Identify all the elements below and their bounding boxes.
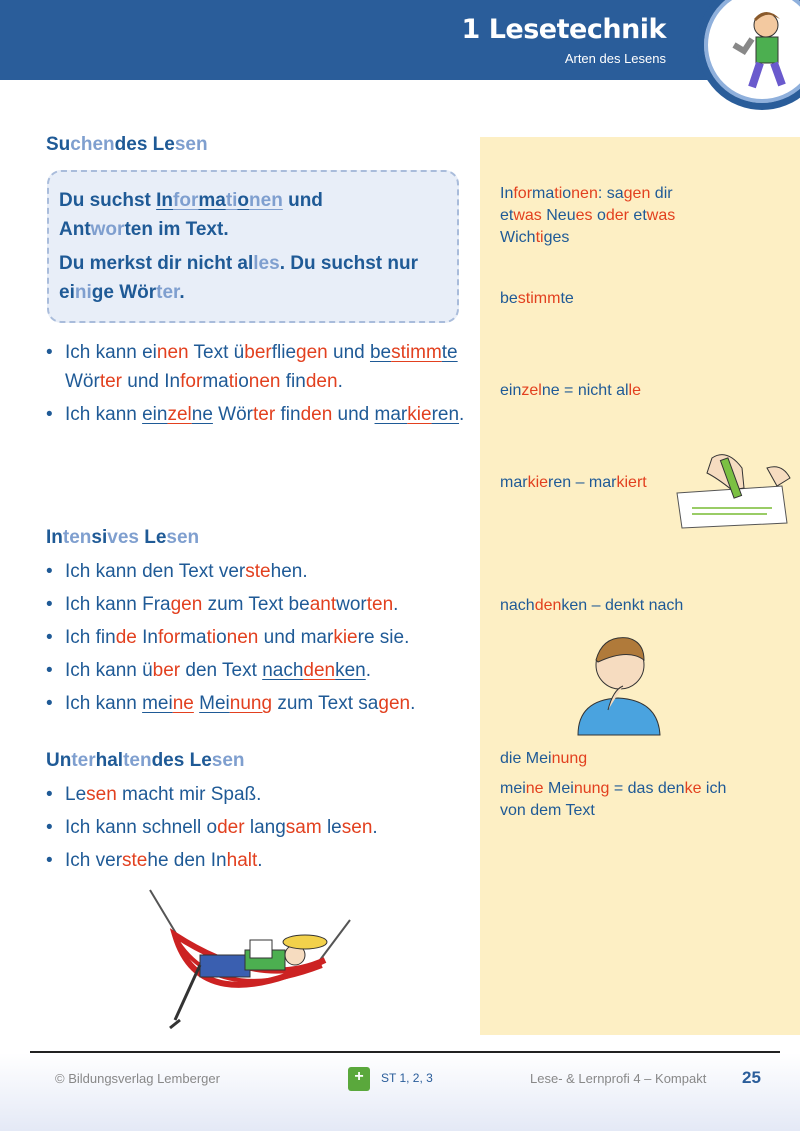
info-line xyxy=(59,186,447,215)
syllable: Un xyxy=(46,750,72,771)
syllable: macht mir Spaß. xyxy=(116,784,262,805)
syllable: = das den xyxy=(609,780,685,797)
syllable: te xyxy=(560,290,574,307)
info-box xyxy=(47,170,459,323)
syllable: kie xyxy=(407,404,432,425)
syllable: was xyxy=(646,207,676,224)
syllable: zel xyxy=(167,404,192,425)
syllable: ma xyxy=(180,627,207,648)
syllable: flie xyxy=(271,342,297,363)
hammock-reader-illustration xyxy=(140,880,360,1040)
syllable: wor xyxy=(90,219,125,240)
syllable: In xyxy=(136,627,158,648)
syllable: o xyxy=(592,207,606,224)
syllable: stimm xyxy=(517,290,561,307)
syllable: Su xyxy=(46,134,71,155)
syllable: ter xyxy=(156,282,180,303)
syllable: ten xyxy=(123,750,152,771)
syllable: . xyxy=(337,371,343,392)
syllable: es xyxy=(575,207,593,224)
syllable: sen xyxy=(166,527,200,548)
syllable: chen xyxy=(70,134,115,155)
syllable: les xyxy=(253,253,280,274)
syllable: zum Text sa xyxy=(272,693,379,714)
syllable: Ich fin xyxy=(65,627,116,648)
page-number: 25 xyxy=(742,1068,761,1087)
syllable: . Du suchst nur xyxy=(279,253,418,274)
syllable: o xyxy=(238,371,249,392)
syllable: und mar xyxy=(258,627,334,648)
syllable: et xyxy=(628,207,647,224)
syllable: halt xyxy=(226,850,258,871)
syllable: ter xyxy=(71,750,96,771)
bullet-item xyxy=(46,689,466,718)
syllable: for xyxy=(173,190,199,211)
syllable: ke xyxy=(684,780,702,797)
syllable: ber xyxy=(244,342,272,363)
syllable: Ich kann xyxy=(65,404,143,425)
syllable: . xyxy=(393,594,399,615)
syllable: ma xyxy=(532,185,555,202)
syllable: sen xyxy=(86,784,117,805)
syllable: gen xyxy=(623,185,651,202)
syllable: mar xyxy=(500,474,528,491)
syllable: ter xyxy=(253,404,276,425)
glossary-informationen xyxy=(500,183,710,249)
syllable: dir et xyxy=(500,185,673,224)
syllable: mei xyxy=(142,693,173,714)
syllable: ni xyxy=(74,282,92,303)
syllable: . xyxy=(179,282,185,303)
syllable: Ich ver xyxy=(65,850,123,871)
syllable: ne = nicht al xyxy=(541,382,629,399)
syllable: Ich kann xyxy=(65,693,143,714)
bullet-item xyxy=(46,813,466,842)
syllable: ten im Text. xyxy=(124,219,229,240)
chapter-title: 1 Lesetechnik xyxy=(461,14,666,45)
syllable: o xyxy=(562,185,572,202)
syllable: und In xyxy=(122,371,181,392)
glossary-panel xyxy=(480,137,800,1035)
syllable: he den In xyxy=(147,850,227,871)
syllable: mei xyxy=(500,780,526,797)
syllable: Mei xyxy=(543,780,574,797)
syllable: o xyxy=(237,190,250,211)
syllable: In xyxy=(156,190,174,211)
bullet-item xyxy=(46,400,466,429)
syllable: und xyxy=(332,404,375,425)
syllable: den xyxy=(534,597,562,614)
info-line xyxy=(59,249,447,278)
syllable: nen xyxy=(249,190,283,211)
info-line xyxy=(59,215,447,244)
syllable: ken – denkt nach xyxy=(561,597,684,614)
syllable: ves xyxy=(107,527,139,548)
copyright: © Bildungsverlag Lemberger xyxy=(55,1071,220,1086)
syllable: was xyxy=(513,207,542,224)
syllable: . xyxy=(365,660,372,681)
syllable: sam xyxy=(285,817,322,838)
syllable: kiert xyxy=(616,474,647,491)
syllable: Ant xyxy=(59,219,91,240)
syllable: nung xyxy=(229,693,273,714)
syllable: Wör xyxy=(65,371,100,392)
syllable: Ich kann ei xyxy=(65,342,157,363)
syllable: be xyxy=(500,290,518,307)
syllable: ti xyxy=(535,229,544,246)
syllable: der xyxy=(217,817,245,838)
bullet-list-intensives xyxy=(46,557,466,722)
syllable: Ich kann Fra xyxy=(65,594,171,615)
syllable: wor xyxy=(336,594,367,615)
syllable: den xyxy=(300,404,333,425)
syllable: In xyxy=(500,185,514,202)
syllable: te xyxy=(441,342,458,363)
syllable: Text ü xyxy=(188,342,245,363)
syllable: des xyxy=(151,750,185,771)
syllable: ste xyxy=(245,561,271,582)
page-footer xyxy=(0,1053,800,1131)
syllable: den xyxy=(305,371,338,392)
syllable: sen xyxy=(211,750,245,771)
syllable: und xyxy=(282,190,323,211)
syllable: ten xyxy=(366,594,394,615)
syllable: for xyxy=(513,185,533,202)
syllable: ges xyxy=(543,229,570,246)
syllable: zum Text be xyxy=(202,594,310,615)
marking-hand-illustration xyxy=(672,448,792,530)
syllable: ne xyxy=(525,780,544,797)
heading-unterhaltendes-lesen xyxy=(46,750,245,772)
syllable: le xyxy=(628,382,641,399)
syllable: ti xyxy=(225,190,238,211)
bullet-item xyxy=(46,590,466,619)
syllable: nach xyxy=(500,597,535,614)
syllable: lang xyxy=(244,817,286,838)
syllable: ten xyxy=(62,527,92,548)
syllable: ren xyxy=(431,404,460,425)
syllable: Du merkst dir nicht al xyxy=(59,253,254,274)
mascot-boy-with-wrench-icon xyxy=(724,5,800,95)
syllable: ant xyxy=(309,594,337,615)
syllable: nen xyxy=(248,371,281,392)
syllable: sen xyxy=(174,134,208,155)
syllable: sen xyxy=(341,817,373,838)
syllable: be xyxy=(369,342,392,363)
glossary-nachdenken xyxy=(500,595,683,617)
standards-reference: ST 1, 2, 3 xyxy=(381,1071,433,1085)
syllable: zel xyxy=(521,382,542,399)
syllable: stimm xyxy=(391,342,442,363)
chapter-subtitle: Arten des Lesens xyxy=(564,51,666,66)
bullet-item xyxy=(46,557,466,586)
syllable: . xyxy=(459,404,465,425)
syllable: Neu xyxy=(541,207,576,224)
syllable: . xyxy=(257,850,263,871)
syllable: kie xyxy=(527,474,549,491)
syllable: gen xyxy=(170,594,203,615)
syllable: nung xyxy=(573,780,610,797)
plus-material-icon: + xyxy=(348,1067,370,1091)
syllable: hen. xyxy=(270,561,308,582)
syllable: Wör xyxy=(212,404,254,425)
syllable: ein xyxy=(142,404,168,425)
syllable: die Mei xyxy=(500,750,552,767)
syllable: Ich kann ü xyxy=(65,660,153,681)
bullet-list-suchendes xyxy=(46,338,466,433)
syllable: der xyxy=(605,207,629,224)
heading-intensives-lesen xyxy=(46,527,199,549)
bullet-item xyxy=(46,656,466,685)
syllable: den xyxy=(303,660,336,681)
syllable: ein xyxy=(500,382,522,399)
syllable: si xyxy=(91,527,108,548)
syllable: Du suchst xyxy=(59,190,157,211)
syllable: den Text xyxy=(180,660,263,681)
syllable: ti xyxy=(228,371,239,392)
syllable: ti xyxy=(554,185,563,202)
syllable: ei xyxy=(59,282,75,303)
syllable: le xyxy=(321,817,342,838)
syllable: ma xyxy=(198,190,226,211)
syllable: Le xyxy=(147,134,175,155)
syllable: ren – mar xyxy=(548,474,617,491)
syllable: ich von dem Text xyxy=(500,780,727,819)
syllable: re sie. xyxy=(357,627,410,648)
syllable: Wich xyxy=(500,229,536,246)
chapter-header xyxy=(0,0,800,80)
syllable: nen xyxy=(156,342,189,363)
syllable: Le xyxy=(184,750,212,771)
syllable: fin xyxy=(280,371,306,392)
bullet-item xyxy=(46,623,466,652)
syllable: for xyxy=(180,371,203,392)
syllable: In xyxy=(46,527,63,548)
syllable: Ich kann schnell o xyxy=(65,817,218,838)
heading-suchendes-lesen xyxy=(46,134,208,156)
bullet-item xyxy=(46,846,466,875)
syllable: gen xyxy=(378,693,411,714)
syllable: fin xyxy=(275,404,301,425)
syllable: und xyxy=(327,342,370,363)
syllable: Le xyxy=(138,527,167,548)
syllable: mar xyxy=(374,404,408,425)
glossary-markieren xyxy=(500,472,647,494)
syllable: ne xyxy=(172,693,194,714)
syllable: nung xyxy=(551,750,588,767)
syllable: . xyxy=(410,693,416,714)
syllable: Le xyxy=(65,784,87,805)
thinking-boy-illustration xyxy=(568,620,668,740)
glossary-meinung xyxy=(500,748,587,770)
syllable: des xyxy=(114,134,148,155)
syllable: nen xyxy=(226,627,259,648)
syllable: ti xyxy=(206,627,217,648)
bullet-item xyxy=(46,338,466,396)
syllable: ste xyxy=(122,850,148,871)
glossary-einzelne xyxy=(500,380,641,402)
info-line xyxy=(59,278,447,307)
syllable: Mei xyxy=(199,693,230,714)
syllable: ter xyxy=(99,371,123,392)
syllable: ma xyxy=(202,371,229,392)
syllable: . xyxy=(372,817,378,838)
syllable: ken xyxy=(335,660,366,681)
syllable: hal xyxy=(95,750,124,771)
bullet-item xyxy=(46,780,466,809)
syllable: Ich kann den Text ver xyxy=(65,561,246,582)
syllable: de xyxy=(115,627,137,648)
syllable: for xyxy=(157,627,181,648)
bullet-list-unterhaltendes xyxy=(46,780,466,879)
glossary-bestimmte xyxy=(500,288,574,310)
syllable: ber xyxy=(152,660,181,681)
syllable: nach xyxy=(262,660,304,681)
syllable: nen xyxy=(571,185,598,202)
mascot-badge xyxy=(697,0,800,110)
syllable: : sa xyxy=(597,185,624,202)
syllable: kie xyxy=(333,627,358,648)
book-title: Lese- & Lernprofi 4 – Kompakt xyxy=(530,1071,707,1086)
glossary-meine-meinung xyxy=(500,778,740,822)
syllable: ne xyxy=(191,404,213,425)
syllable: o xyxy=(216,627,227,648)
syllable: ge Wör xyxy=(91,282,157,303)
syllable: gen xyxy=(296,342,328,363)
